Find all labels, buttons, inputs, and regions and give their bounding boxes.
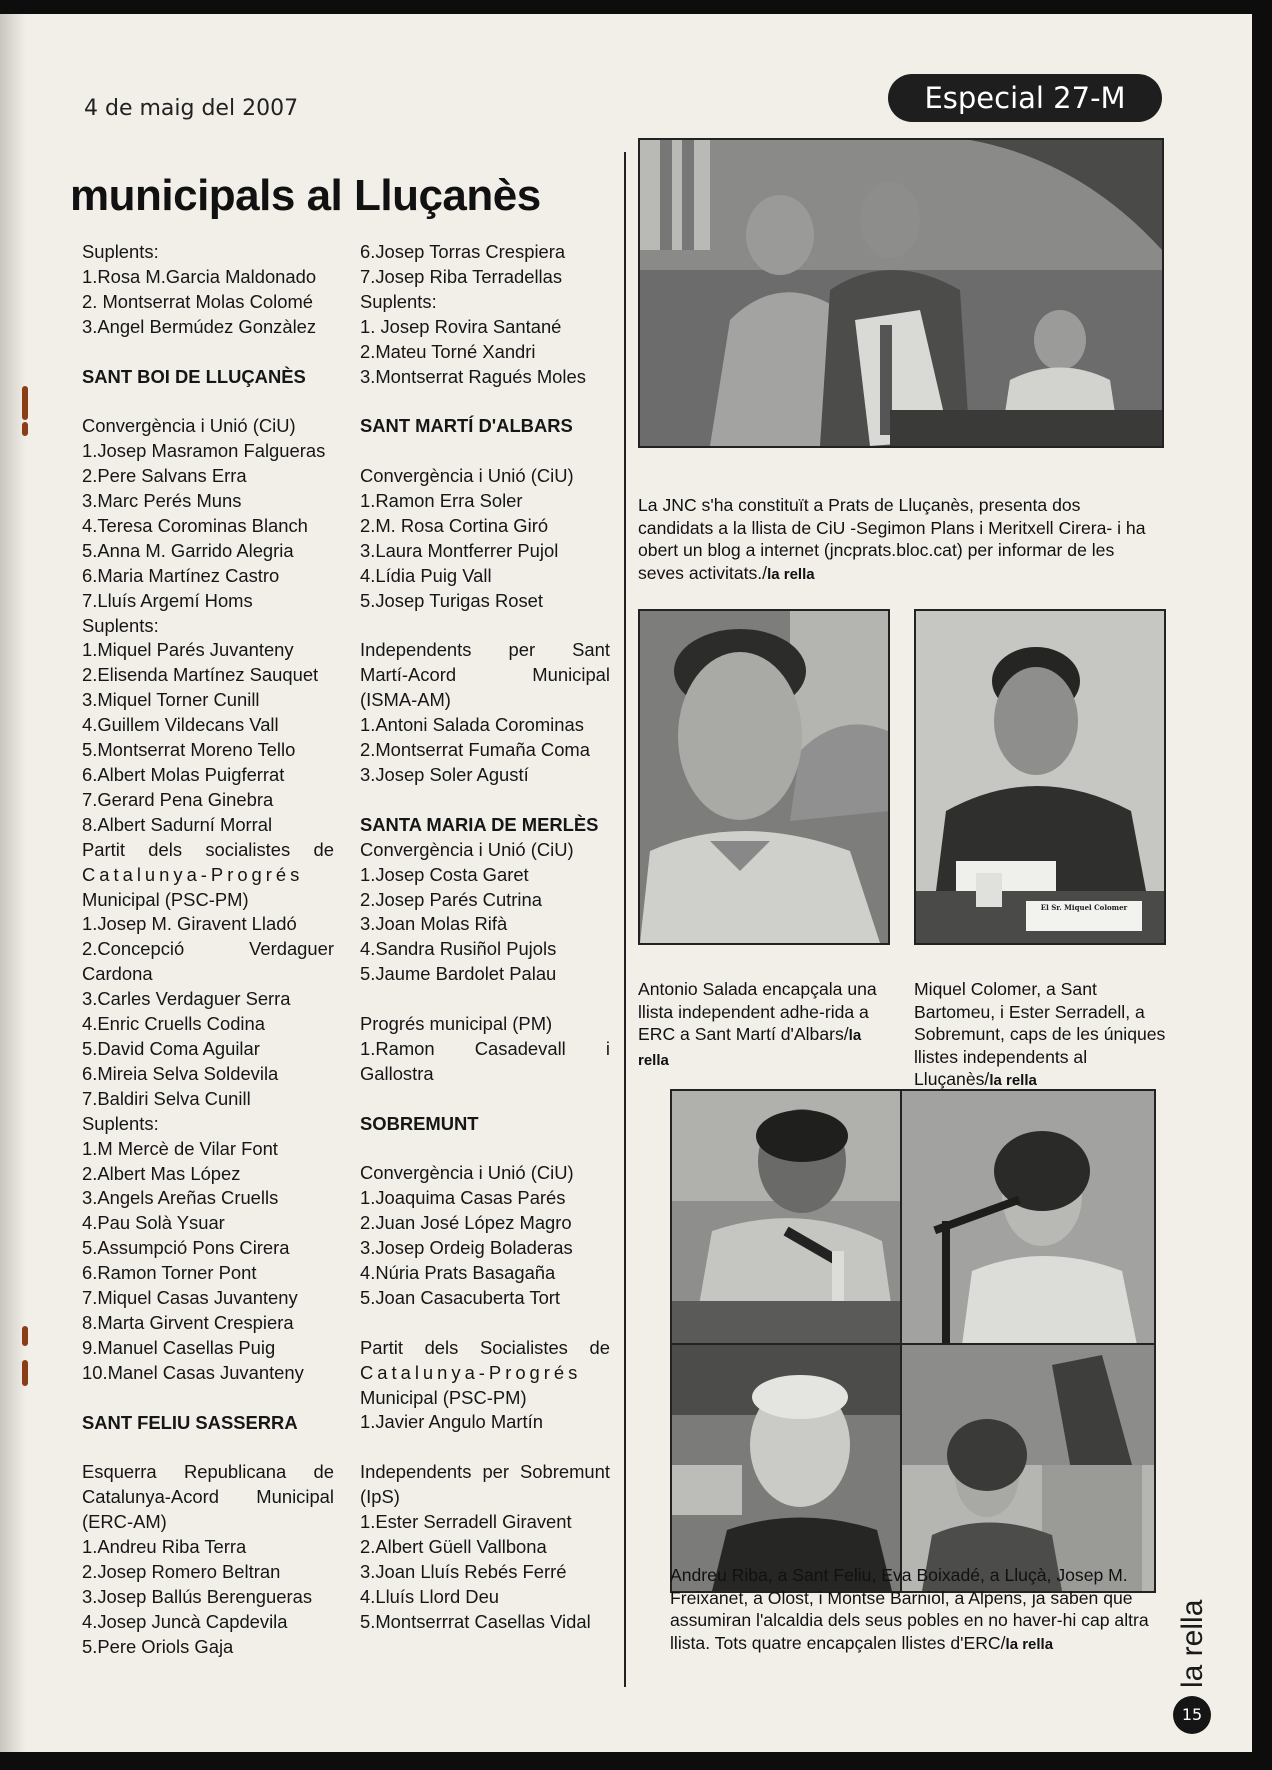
caption-salada: Antonio Salada encapçala una llista independent adhe-rida a ERC a Sant Martí d'Albars/la rella	[638, 979, 877, 1069]
spacer	[360, 1311, 610, 1336]
list-item: 2.Concepció Verdaguer	[82, 938, 334, 960]
spacer	[82, 340, 334, 365]
list-item: 2. Montserrat Molas Colomé	[82, 290, 313, 312]
list-item: 5.Josep Turigas Roset	[360, 589, 543, 611]
brand-credit: la rella	[1005, 1635, 1054, 1653]
photo-candidate-microphone-man	[670, 1089, 904, 1347]
list-item: 6.Albert Molas Puigferrat	[82, 764, 285, 785]
municipality-heading: SANT FELIU SASSERRA	[82, 1411, 298, 1433]
list-item: 7.Lluís Argemí Homs	[82, 589, 253, 611]
spacer	[360, 987, 610, 1012]
list-item: Suplents:	[82, 614, 159, 636]
list-item: 6.Maria Martínez Castro	[82, 564, 280, 586]
list-item: 4.Teresa Corominas Blanch	[82, 514, 308, 536]
list-item: 3.Josep Ballús Berengueras	[82, 1585, 313, 1607]
list-item: 4.Enric Cruells Codina	[82, 1013, 265, 1035]
list-item: 2.Montserrat Fumaña Coma	[360, 739, 590, 761]
list-item: 5.Pere Oriols Gaja	[82, 1635, 234, 1657]
municipality-heading: SANT BOI DE LLUÇANÈS	[82, 365, 306, 387]
spacer	[360, 1435, 610, 1460]
list-item: Progrés municipal (PM)	[360, 1013, 553, 1035]
list-item: 1.Josep Costa Garet	[360, 863, 529, 885]
spacer	[82, 1386, 334, 1411]
list-item: (ERC-AM)	[82, 1511, 167, 1533]
binding-staple	[22, 422, 28, 436]
list-item: 1.Antoni Salada Corominas	[360, 714, 584, 736]
municipality-heading: SANTA MARIA DE MERLÈS	[360, 813, 599, 835]
list-item: 4.Sandra Rusiñol Pujols	[360, 938, 557, 960]
list-item: Esquerra Republicana de	[82, 1461, 334, 1483]
municipality-heading: SOBREMUNT	[360, 1112, 479, 1134]
list-item: 4.Núria Prats Basagaña	[360, 1262, 556, 1284]
list-item: 3.Miquel Torner Cunill	[82, 689, 260, 711]
list-item: 1.Josep M. Giravent Lladó	[82, 913, 297, 935]
photo-candidate-outdoor-woman	[900, 1343, 1156, 1593]
caption-jnc: La JNC s'ha constituït a Prats de Lluçanès, presenta dos candidats a la llista de CiU -Segimon Plans i Meritxell Cirera- i ha obert un blog a internet (jncprats.bloc.cat) per informar de les seves activitats./la rella	[638, 495, 1146, 583]
list-item: 5.Assumpció Pons Cirera	[82, 1237, 290, 1259]
list-item: 1.Josep Masramon Falgueras	[82, 440, 326, 462]
list-item: 7.Baldiri Selva Cunill	[82, 1087, 251, 1109]
brand-credit: la rella	[767, 565, 815, 583]
list-item: 5.Anna M. Garrido Alegria	[82, 539, 294, 561]
list-item: (ISMA-AM)	[360, 689, 451, 711]
list-item: 2.M. Rosa Cortina Giró	[360, 514, 549, 536]
list-item: Suplents:	[82, 241, 159, 262]
photo-antonio-salada	[638, 609, 890, 945]
list-item: 3.Joan Molas Rifà	[360, 913, 508, 935]
list-item: 3.Joan Lluís Rebés Ferré	[360, 1560, 567, 1582]
list-item: 3.Josep Ordeig Boladeras	[360, 1237, 573, 1259]
list-item: 6.Mireia Selva Soldevila	[82, 1062, 279, 1084]
page-edge-shadow	[0, 14, 26, 1752]
list-item: Suplents:	[360, 290, 437, 312]
page-number: 15	[1173, 1696, 1211, 1734]
list-item: Municipal (PSC-PM)	[360, 1386, 527, 1408]
caption-colomer: Miquel Colomer, a Sant Bartomeu, i Ester Serradell, a Sobremunt, caps de les úniques llistes independents al Lluçanès/la rella	[914, 979, 1166, 1089]
binding-staple	[22, 386, 28, 420]
spacer	[360, 389, 610, 414]
list-item: 8.Albert Sadurní Morral	[82, 813, 273, 835]
nameplate-text: El Sr. Miquel Colomer	[1040, 903, 1128, 912]
caption-riba: Andreu Riba, a Sant Feliu, Eva Boixadé, a Lluçà, Josep M. Freixanet, a Olost, i Montse Barniol, a Alpens, ja saben que assumiran l'alcaldia dels seus pobles en no haver-hi cap altra llista. Tots quatre encapçalen llistes d'ERC/la rella	[670, 1565, 1149, 1653]
spacer	[360, 1137, 610, 1162]
list-item: Convergència i Unió (CiU)	[360, 1162, 574, 1184]
list-item: Martí-Acord Municipal	[360, 664, 610, 686]
list-item: Municipal (PSC-PM)	[82, 888, 249, 910]
header-section-badge: Especial 27-M	[888, 74, 1162, 122]
page-title: municipals al Lluçanès	[70, 171, 541, 220]
brand-credit: la rella	[638, 1027, 862, 1069]
photo-jnc-flag-handover	[638, 138, 1164, 448]
list-item: 3.Carles Verdaguer Serra	[82, 988, 291, 1010]
list-item: 8.Marta Girvent Crespiera	[82, 1311, 294, 1333]
photo-candidate-microphone-woman	[900, 1089, 1156, 1347]
side-brand-logo	[1172, 1574, 1212, 1694]
list-item: 3.Laura Montferrer Pujol	[360, 539, 559, 561]
list-item: 2.Josep Parés Cutrina	[360, 888, 542, 910]
list-item: 4.Pau Solà Ysuar	[82, 1212, 225, 1234]
list-item: 2.Elisenda Martínez Sauquet	[82, 664, 319, 686]
candidates-column-1	[82, 240, 334, 1660]
side-brand-text: la rella	[1176, 1599, 1209, 1688]
list-item: 6.Josep Torras Crespiera	[360, 241, 566, 262]
spacer	[82, 1435, 334, 1460]
list-item: 1.Rosa M.Garcia Maldonado	[82, 265, 317, 287]
list-item: 1.Ramon Casadevall i	[360, 1037, 610, 1059]
municipality-heading: SANT MARTÍ D'ALBARS	[360, 415, 573, 437]
list-item: 5.Montserrrat Casellas Vidal	[360, 1610, 591, 1632]
spacer	[360, 614, 610, 639]
list-item: Convergència i Unió (CiU)	[360, 465, 574, 487]
list-item: 9.Manuel Casellas Puig	[82, 1336, 276, 1358]
list-item: 2.Juan José López Magro	[360, 1212, 572, 1234]
brand-credit: la rella	[989, 1072, 1037, 1089]
list-item: 5.David Coma Aguilar	[82, 1037, 260, 1059]
binding-staple	[22, 1360, 28, 1386]
list-item: Convergència i Unió (CiU)	[82, 415, 296, 437]
list-item: 5.Joan Casacuberta Tort	[360, 1286, 561, 1308]
binding-staple	[22, 1326, 28, 1346]
list-item: 7.Gerard Pena Ginebra	[82, 788, 274, 810]
list-item: 5.Jaume Bardolet Palau	[360, 963, 557, 985]
spacer	[360, 439, 610, 464]
spacer	[360, 1087, 610, 1112]
list-item: Gallostra	[360, 1062, 434, 1084]
list-item: 1.Miquel Parés Juvanteny	[82, 639, 294, 661]
list-item: 2.Albert Mas López	[82, 1162, 241, 1184]
list-item: 6.Ramon Torner Pont	[82, 1262, 257, 1284]
list-item: Convergència i Unió (CiU)	[360, 838, 574, 860]
list-item: Catalunya-Progrés	[82, 863, 304, 885]
list-item: 7.Miquel Casas Juvanteny	[82, 1287, 298, 1309]
list-item: Independents per Sobremunt	[360, 1461, 610, 1483]
list-item: Partit dels socialistes de	[82, 838, 334, 860]
list-item: 1.Joaquima Casas Parés	[360, 1187, 566, 1209]
column-divider	[624, 152, 626, 1687]
list-item: 3.Angel Bermúdez Gonzàlez	[82, 315, 317, 337]
list-item: 3.Josep Soler Agustí	[360, 763, 529, 785]
spacer	[82, 389, 334, 414]
list-item: 1.Javier Angulo Martín	[360, 1411, 543, 1433]
list-item: 2.Pere Salvans Erra	[82, 465, 247, 487]
photo-miquel-colomer	[914, 609, 1166, 945]
list-item: 10.Manel Casas Juvanteny	[82, 1361, 304, 1383]
list-item: 4.Josep Juncà Capdevila	[82, 1610, 288, 1632]
list-item: 1.Ester Serradell Giravent	[360, 1511, 572, 1533]
candidates-column-2	[360, 240, 610, 1635]
list-item: 4.Lídia Puig Vall	[360, 564, 492, 586]
list-item: 3.Montserrat Ragués Moles	[360, 365, 586, 387]
list-item: 2.Josep Romero Beltran	[82, 1560, 281, 1582]
list-item: Independents per Sant	[360, 639, 610, 661]
header-date: 4 de maig del 2007	[84, 96, 299, 121]
list-item: 1. Josep Rovira Santané	[360, 315, 562, 337]
list-item: (IpS)	[360, 1486, 400, 1508]
list-item: Catalunya-Progrés	[360, 1361, 582, 1383]
spacer	[360, 788, 610, 813]
list-item: 2.Mateu Torné Xandri	[360, 340, 536, 362]
list-item: Catalunya-Acord Municipal	[82, 1486, 334, 1508]
list-item: 4.Guillem Vildecans Vall	[82, 714, 279, 736]
magazine-page	[0, 14, 1252, 1752]
list-item: 3.Marc Perés Muns	[82, 490, 242, 512]
list-item: Cardona	[82, 963, 153, 985]
list-item: 3.Angels Areñas Cruells	[82, 1187, 279, 1209]
list-item: 1.Ramon Erra Soler	[360, 490, 523, 512]
list-item: 1.Andreu Riba Terra	[82, 1536, 247, 1558]
list-item: 5.Montserrat Moreno Tello	[82, 739, 296, 761]
list-item: 7.Josep Riba Terradellas	[360, 265, 563, 287]
list-item: Suplents:	[82, 1112, 159, 1134]
photo-candidate-outdoor-man	[670, 1343, 904, 1593]
list-item: 4.Lluís Llord Deu	[360, 1585, 500, 1607]
list-item: Partit dels Socialistes de	[360, 1336, 610, 1358]
list-item: 1.M Mercè de Vilar Font	[82, 1137, 278, 1159]
list-item: 2.Albert Güell Vallbona	[360, 1535, 547, 1557]
